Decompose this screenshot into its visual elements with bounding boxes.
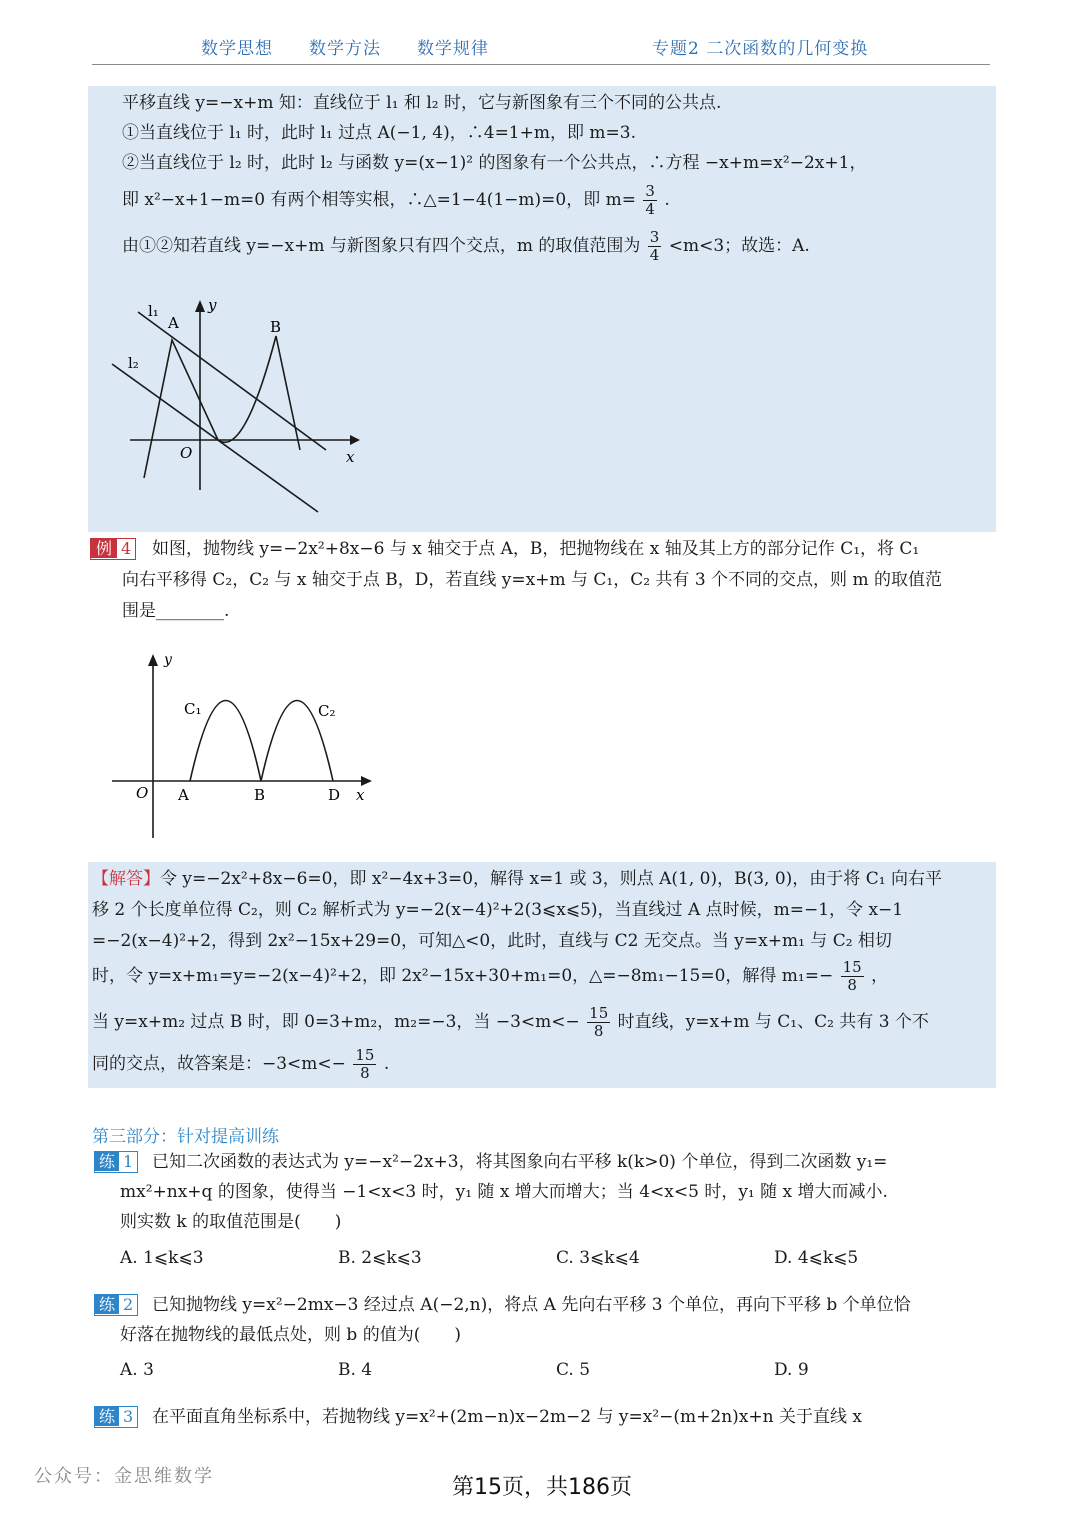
practice-1-option-a[interactable]: A. 1⩽k⩽3: [120, 1248, 204, 1268]
practice-tag-label: 练: [95, 1295, 119, 1314]
practice-2-option-b[interactable]: B. 4: [338, 1360, 373, 1380]
fraction-three-quarters: [648, 229, 662, 264]
answer-line-5: [92, 1004, 929, 1040]
header-chapter-title: 专题2 二次函数的几何变换: [652, 39, 869, 59]
practice-tag-number: 3: [123, 1407, 134, 1426]
practice-2-option-d[interactable]: D. 9: [774, 1360, 809, 1380]
answer-tag: 【解答】: [92, 869, 160, 889]
answer-panel: [88, 862, 996, 1088]
practice-tag-label: 练: [95, 1407, 119, 1426]
practice-1-option-b[interactable]: B. 2⩽k⩽3: [338, 1248, 422, 1268]
label-x-axis: x: [346, 448, 355, 466]
fraction-numerator: 3: [645, 182, 655, 200]
prev-solution-line-1: 平移直线 y=−x+m 知：直线位于 l₁ 和 l₂ 时，它与新图象有三个不同的公共点.: [122, 93, 722, 113]
label-l1: l₁: [148, 302, 159, 320]
answer-line-6-end: .: [383, 1054, 390, 1074]
fraction-numerator: 15: [842, 958, 862, 976]
figure-parabolas-c1-c2: [100, 644, 390, 844]
practice-1-line-1: 已知二次函数的表达式为 y=−x²−2x+3，将其图象向右平移 k(k>0) 个单位，得到二次函数 y₁=: [152, 1152, 888, 1172]
answer-line-6-text: 同的交点，故答案是：−3<m<−: [92, 1054, 346, 1074]
answer-line-4: [92, 958, 888, 994]
answer-line-4-text: 时，令 y=x+m₁=y=−2(x−4)²+2，即 2x²−15x+30+m₁=0，△=−8m₁−15=0，解得 m₁=−: [92, 966, 834, 986]
answer-line-4-end: ，: [871, 966, 889, 986]
answer-line-2: 移 2 个长度单位得 C₂，则 C₂ 解析式为 y=−2(x−4)²+2(3⩽x⩽5)，当直线过 A 点时候，m=−1，令 x−1: [92, 900, 904, 920]
fraction-numerator: 15: [589, 1004, 609, 1022]
answer-line-5-end: 时直线，y=x+m 与 C₁、C₂ 共有 3 个不: [617, 1012, 929, 1032]
prev-solution-line-5-text: 由①②知若直线 y=−x+m 与新图象只有四个交点，m 的取值范围为: [122, 236, 641, 256]
answer-line-6: [92, 1046, 389, 1082]
fraction-fifteen-eighths: [587, 1005, 610, 1040]
practice-2-option-a[interactable]: A. 3: [120, 1360, 154, 1380]
answer-line-1: [92, 868, 942, 890]
header-topic-1: 数学思想: [201, 39, 273, 59]
prev-solution-line-4-text: 即 x²−x+1−m=0 有两个相等实根，∴△=1−4(1−m)=0，即 m=: [122, 190, 636, 210]
label-c2: C₂: [318, 702, 336, 720]
practice-2-tag: [94, 1294, 138, 1316]
fraction-three-quarters: [643, 183, 657, 218]
x-axis-arrow: [350, 435, 360, 445]
fraction-numerator: 3: [649, 228, 660, 246]
practice-1-tag: [94, 1151, 138, 1173]
section-3-title: 第三部分：针对提高训练: [92, 1127, 279, 1147]
fraction-fifteen-eighths: [353, 1047, 376, 1082]
practice-tag-label: 练: [95, 1152, 119, 1171]
fraction-denominator: 8: [593, 1022, 604, 1040]
example-4-line-2: 向右平移得 C₂，C₂ 与 x 轴交于点 B，D，若直线 y=x+m 与 C₁，C₂ 共有 3 个不同的交点，则 m 的取值范: [122, 570, 942, 590]
practice-1-line-3: 则实数 k 的取值范围是( ): [120, 1212, 342, 1232]
fraction-denominator: 8: [360, 1064, 370, 1082]
figure-lines-and-curve: [104, 290, 374, 520]
example-4-line-1: 如图，抛物线 y=−2x²+8x−6 与 x 轴交于点 A，B，把抛物线在 x 轴及其上方的部分记作 C₁，将 C₁: [152, 539, 920, 559]
page-number: 第15页，共186页: [452, 1475, 632, 1500]
footer-account: 公众号：金思维数学: [34, 1466, 214, 1487]
y-axis-arrow: [195, 300, 205, 312]
label-y-axis: y: [208, 296, 217, 314]
label-y-axis: y: [164, 652, 172, 668]
label-point-b: B: [270, 318, 282, 336]
answer-line-3: =−2(x−4)²+2，得到 2x²−15x+29=0，可知△<0，此时，直线与 C2 无交点。当 y=x+m₁ 与 C₂ 相切: [92, 931, 892, 951]
answer-line-5-text: 当 y=x+m₂ 过点 B 时，即 0=3+m₂，m₂=−3，当 −3<m<−: [92, 1012, 580, 1032]
prev-solution-line-3: ②当直线位于 l₂ 时，此时 l₂ 与函数 y=(x−1)² 的图象有一个公共点，∴方程 −x+m=x²−2x+1，: [122, 153, 867, 173]
previous-solution-panel: [88, 86, 996, 532]
fraction-numerator: 15: [355, 1046, 375, 1064]
label-x-axis: x: [356, 786, 365, 804]
header-topic-3: 数学规律: [417, 39, 489, 59]
label-origin: O: [180, 444, 193, 462]
fraction-denominator: 4: [645, 200, 655, 218]
label-c1: C₁: [184, 700, 202, 718]
example-4-tag: [90, 538, 136, 560]
example-tag-number: 4: [121, 539, 132, 558]
fraction-fifteen-eighths: [841, 959, 864, 994]
label-point-b: B: [254, 786, 266, 804]
example-tag-label: 例: [91, 539, 117, 558]
practice-1-line-2: mx²+nx+q 的图象，使得当 −1<x<3 时，y₁ 随 x 增大而增大；当 4<x<5 时，y₁ 随 x 增大而减小.: [120, 1182, 888, 1202]
practice-2-line-1: 已知抛物线 y=x²−2mx−3 经过点 A(−2,n)，将点 A 先向右平移 3 个单位，再向下平移 b 个单位恰: [152, 1295, 911, 1315]
x-axis-arrow: [361, 776, 372, 786]
header-divider: [92, 64, 990, 65]
practice-tag-number: 2: [123, 1295, 134, 1314]
label-point-a: A: [178, 786, 189, 804]
fraction-denominator: 4: [649, 246, 660, 264]
answer-line-1-text: 令 y=−2x²+8x−6=0，即 x²−4x+3=0，解得 x=1 或 3，则点 A(1, 0)，B(3, 0)，由于将 C₁ 向右平: [160, 869, 942, 889]
prev-solution-line-4: [122, 182, 670, 218]
practice-3-tag: [94, 1406, 138, 1428]
practice-1-option-c[interactable]: C. 3⩽k⩽4: [556, 1248, 640, 1268]
label-l2: l₂: [128, 354, 139, 372]
practice-2-line-2: 好落在抛物线的最低点处，则 b 的值为( ): [120, 1325, 461, 1345]
prev-solution-line-5: [122, 228, 810, 264]
label-point-d: D: [328, 786, 341, 804]
example-4-line-3: 围是________.: [122, 601, 230, 621]
prev-solution-line-5-end: <m<3；故选：A.: [668, 236, 810, 256]
label-point-a: A: [168, 314, 179, 332]
practice-1-option-d[interactable]: D. 4⩽k⩽5: [774, 1248, 859, 1268]
practice-tag-number: 1: [123, 1152, 134, 1171]
header-topic-2: 数学方法: [309, 39, 381, 59]
fraction-denominator: 8: [847, 976, 857, 994]
label-origin: O: [136, 784, 149, 802]
line-l1: [138, 312, 326, 450]
prev-solution-line-4-end: .: [664, 190, 670, 210]
y-axis-arrow: [148, 654, 158, 666]
new-graph-curve: [144, 336, 300, 478]
prev-solution-line-2: ①当直线位于 l₁ 时，此时 l₁ 过点 A(−1, 4)，∴4=1+m，即 m=3.: [122, 123, 636, 143]
practice-2-option-c[interactable]: C. 5: [556, 1360, 591, 1380]
practice-3-line-1: 在平面直角坐标系中，若抛物线 y=x²+(2m−n)x−2m−2 与 y=x²−(m+2n)x+n 关于直线 x: [152, 1407, 862, 1427]
